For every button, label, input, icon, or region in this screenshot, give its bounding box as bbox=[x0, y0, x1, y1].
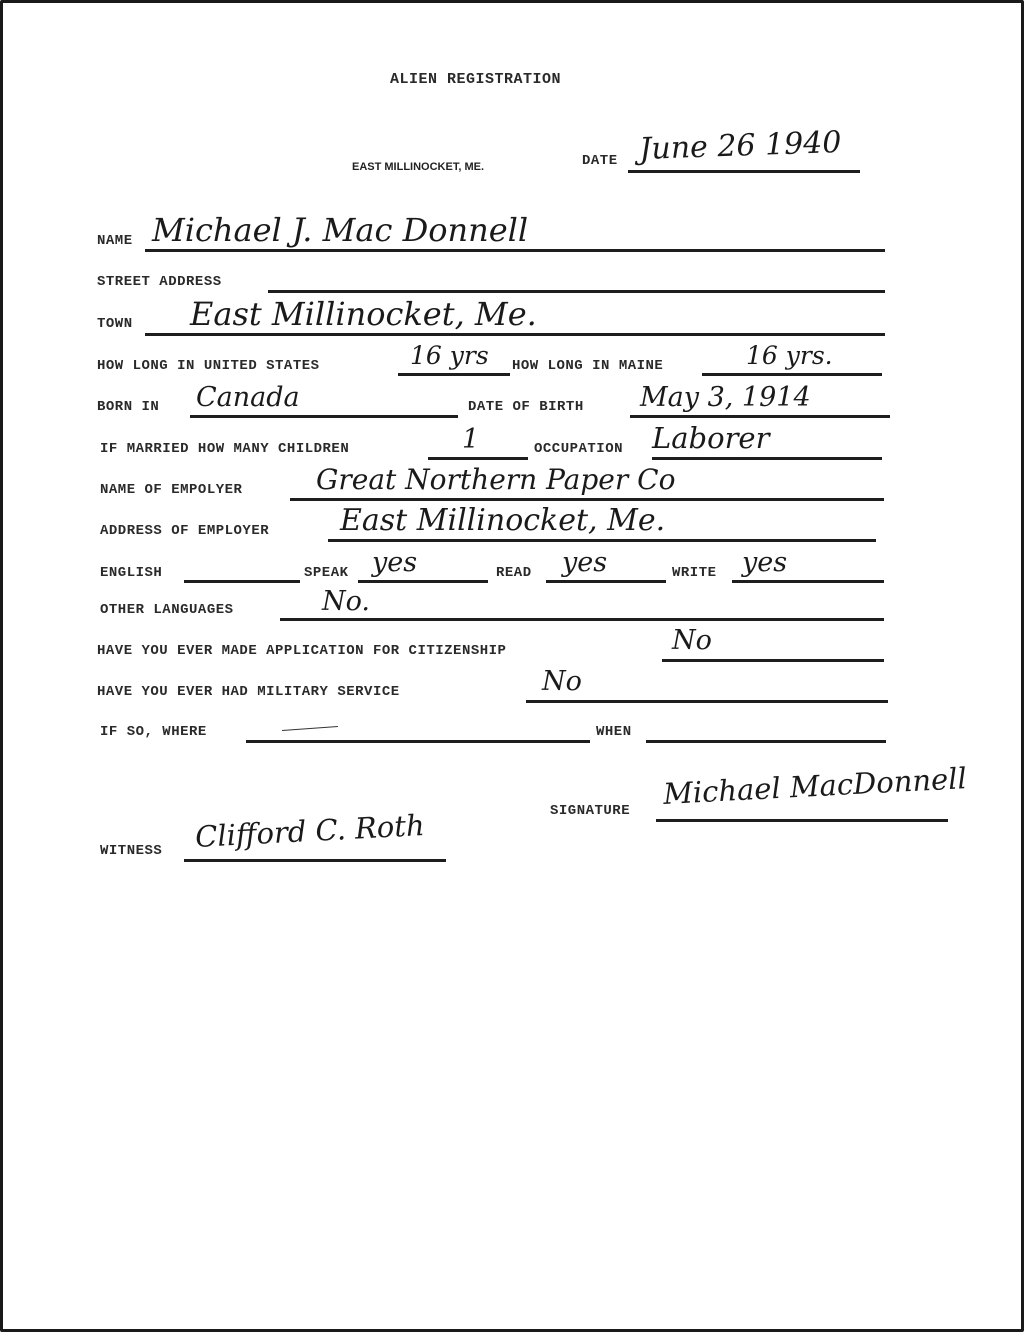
date-of-birth-label: DATE OF BIRTH bbox=[468, 399, 584, 415]
speak-value: yes bbox=[372, 547, 418, 578]
name-line bbox=[145, 249, 885, 252]
date-line bbox=[628, 170, 860, 173]
how-long-us-line bbox=[398, 373, 510, 376]
children-value: 1 bbox=[462, 424, 480, 455]
read-value: yes bbox=[562, 547, 608, 578]
town-label: TOWN bbox=[97, 316, 133, 332]
speak-line bbox=[358, 580, 488, 583]
born-in-value: Canada bbox=[196, 382, 300, 413]
how-long-maine-label: HOW LONG IN MAINE bbox=[512, 358, 664, 374]
military-label: HAVE YOU EVER HAD MILITARY SERVICE bbox=[97, 684, 400, 700]
children-label: IF MARRIED HOW MANY CHILDREN bbox=[100, 441, 350, 457]
other-languages-value: No. bbox=[322, 586, 370, 617]
read-label: READ bbox=[496, 565, 532, 581]
how-long-us-label: HOW LONG IN UNITED STATES bbox=[97, 358, 320, 374]
military-line bbox=[526, 700, 888, 703]
children-line bbox=[428, 457, 528, 460]
citizenship-line bbox=[662, 659, 884, 662]
street-address-line bbox=[268, 290, 885, 293]
location-label: EAST MILLINOCKET, ME. bbox=[352, 161, 484, 173]
born-in-line bbox=[190, 415, 458, 418]
other-languages-label: OTHER LANGUAGES bbox=[100, 602, 234, 618]
name-value: Michael J. Mac Donnell bbox=[152, 211, 529, 249]
employer-address-value: East Millinocket, Me. bbox=[340, 503, 666, 538]
date-label: DATE bbox=[582, 153, 618, 169]
where-line bbox=[246, 740, 590, 743]
speak-label: SPEAK bbox=[304, 565, 349, 581]
write-line bbox=[732, 580, 884, 583]
occupation-value: Laborer bbox=[652, 421, 770, 455]
name-label: NAME bbox=[97, 233, 133, 249]
citizenship-label: HAVE YOU EVER MADE APPLICATION FOR CITIZENSHIP bbox=[97, 643, 507, 659]
english-label: ENGLISH bbox=[100, 565, 163, 581]
signature-value: Michael MacDonnell bbox=[662, 761, 968, 811]
write-label: WRITE bbox=[672, 565, 717, 581]
citizenship-value: No bbox=[672, 625, 712, 656]
witness-label: WITNESS bbox=[100, 843, 163, 859]
employer-line bbox=[290, 498, 884, 501]
military-value: No bbox=[542, 666, 582, 697]
when-label: WHEN bbox=[596, 724, 632, 740]
witness-value: Clifford C. Roth bbox=[194, 808, 426, 854]
other-languages-line bbox=[280, 618, 884, 621]
how-long-maine-value: 16 yrs. bbox=[746, 341, 833, 370]
how-long-us-value: 16 yrs bbox=[410, 341, 489, 370]
write-value: yes bbox=[742, 547, 788, 578]
occupation-label: OCCUPATION bbox=[534, 441, 624, 457]
when-line bbox=[646, 740, 886, 743]
where-label: IF SO, WHERE bbox=[100, 724, 207, 740]
employer-value: Great Northern Paper Co bbox=[316, 463, 676, 496]
signature-label: SIGNATURE bbox=[550, 803, 631, 819]
occupation-line bbox=[652, 457, 882, 460]
signature-line bbox=[656, 819, 948, 822]
english-line bbox=[184, 580, 300, 583]
witness-line bbox=[184, 859, 446, 862]
how-long-maine-line bbox=[702, 373, 882, 376]
employer-address-line bbox=[328, 539, 876, 542]
town-value: East Millinocket, Me. bbox=[190, 295, 537, 333]
employer-address-label: ADDRESS OF EMPLOYER bbox=[100, 523, 270, 539]
read-line bbox=[546, 580, 666, 583]
date-value: June 26 1940 bbox=[638, 124, 842, 167]
street-address-label: STREET ADDRESS bbox=[97, 274, 222, 290]
form-title: ALIEN REGISTRATION bbox=[390, 71, 562, 88]
date-of-birth-value: May 3, 1914 bbox=[640, 382, 811, 413]
employer-label: NAME OF EMPOLYER bbox=[100, 482, 243, 498]
born-in-label: BORN IN bbox=[97, 399, 160, 415]
town-line bbox=[145, 333, 885, 336]
date-of-birth-line bbox=[630, 415, 890, 418]
